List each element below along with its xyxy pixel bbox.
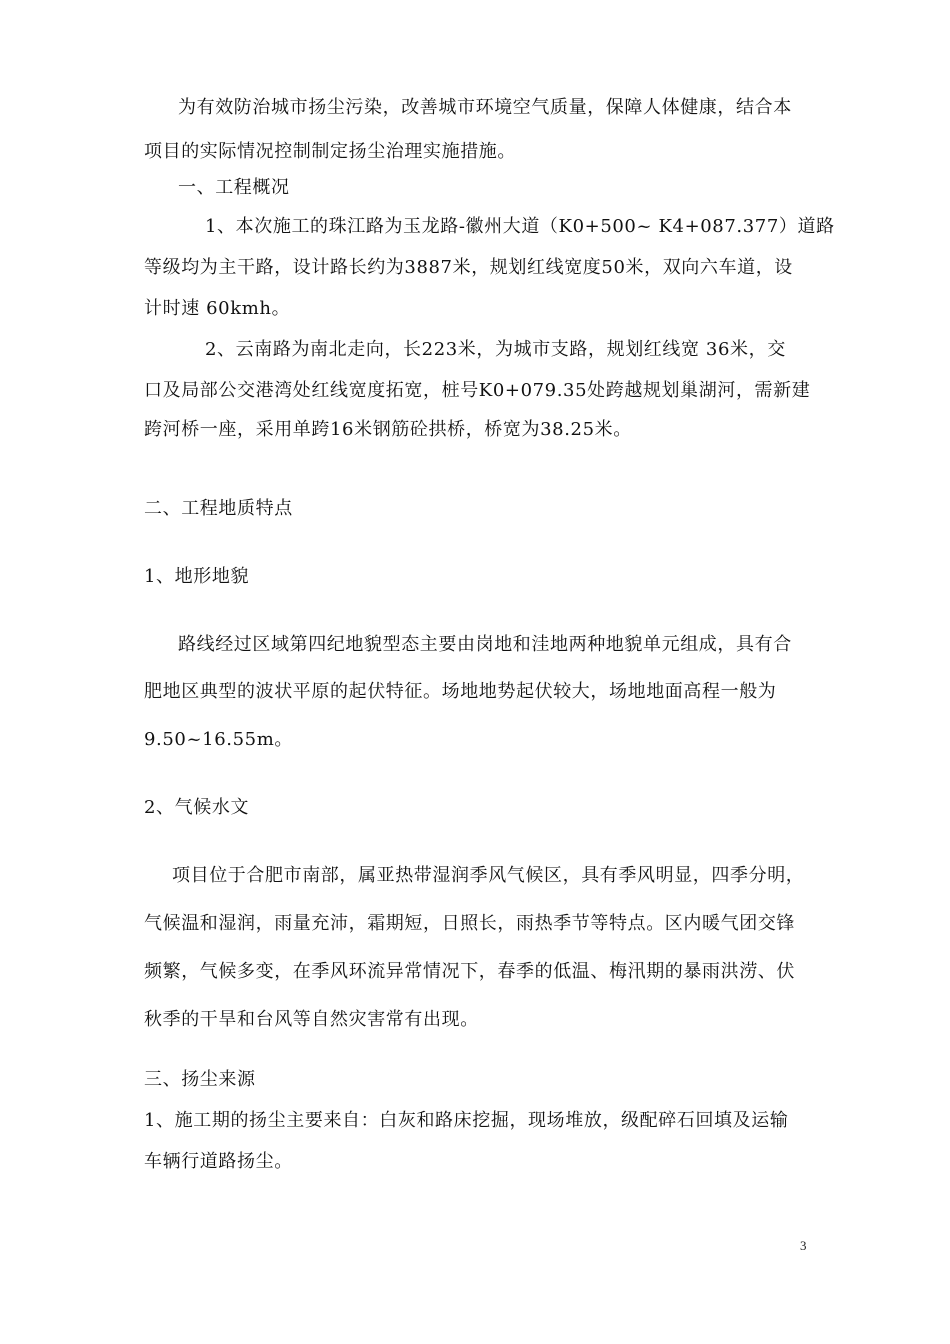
overview-item-2-line-1: 2、云南路为南北走向，长223米，为城市支路，规划红线宽 36米，交: [205, 339, 786, 360]
subheading-terrain: 1、地形地貌: [144, 566, 250, 587]
dust-source-item-1-line-1: 1、施工期的扬尘主要来自：白灰和路床挖掘，现场堆放，级配碎石回填及运输: [144, 1110, 789, 1131]
terrain-paragraph-line-2: 肥地区典型的波状平原的起伏特征。场地地势起伏较大，场地地面高程一般为: [144, 681, 777, 702]
section-heading-geology: 二、工程地质特点: [144, 498, 293, 519]
climate-paragraph-line-1: 项目位于合肥市南部，属亚热带湿润季风气候区，具有季风明显，四季分明，: [172, 865, 805, 886]
overview-item-1-line-1: 1、本次施工的珠江路为玉龙路-徽州大道（K0+500~ K4+087.377）道路: [205, 216, 835, 237]
section-heading-dust-source: 三、扬尘来源: [144, 1069, 256, 1090]
climate-paragraph-line-3: 频繁，气候多变，在季风环流异常情况下，春季的低温、梅汛期的暴雨洪涝、伏: [144, 961, 795, 982]
intro-paragraph-line-1: 为有效防治城市扬尘污染，改善城市环境空气质量，保障人体健康，结合本: [178, 97, 792, 118]
climate-paragraph-line-4: 秋季的干旱和台风等自然灾害常有出现。: [144, 1009, 479, 1030]
subheading-climate-hydrology: 2、气候水文: [144, 797, 250, 818]
overview-item-1-line-3: 计时速 60kmh。: [144, 298, 291, 319]
overview-item-1-line-2: 等级均为主干路，设计路长约为3887米，规划红线宽度50米，双向六车道，设: [144, 257, 793, 278]
overview-item-2-line-2: 口及局部公交港湾处红线宽度拓宽，桩号K0+079.35处跨越规划巢湖河，需新建: [144, 380, 811, 401]
overview-item-2-line-3: 跨河桥一座，采用单跨16米钢筋砼拱桥，桥宽为38.25米。: [144, 419, 632, 440]
terrain-paragraph-line-1: 路线经过区域第四纪地貌型态主要由岗地和洼地两种地貌单元组成，具有合: [178, 634, 792, 655]
section-heading-project-overview: 一、工程概况: [178, 177, 290, 198]
page-number: 3: [800, 1238, 807, 1253]
terrain-paragraph-line-3: 9.50~16.55m。: [144, 729, 293, 750]
dust-source-item-1-line-2: 车辆行道路扬尘。: [144, 1151, 293, 1172]
intro-paragraph-line-2: 项目的实际情况控制制定扬尘治理实施措施。: [144, 141, 516, 162]
climate-paragraph-line-2: 气候温和湿润，雨量充沛，霜期短，日照长，雨热季节等特点。区内暖气团交锋: [144, 913, 795, 934]
